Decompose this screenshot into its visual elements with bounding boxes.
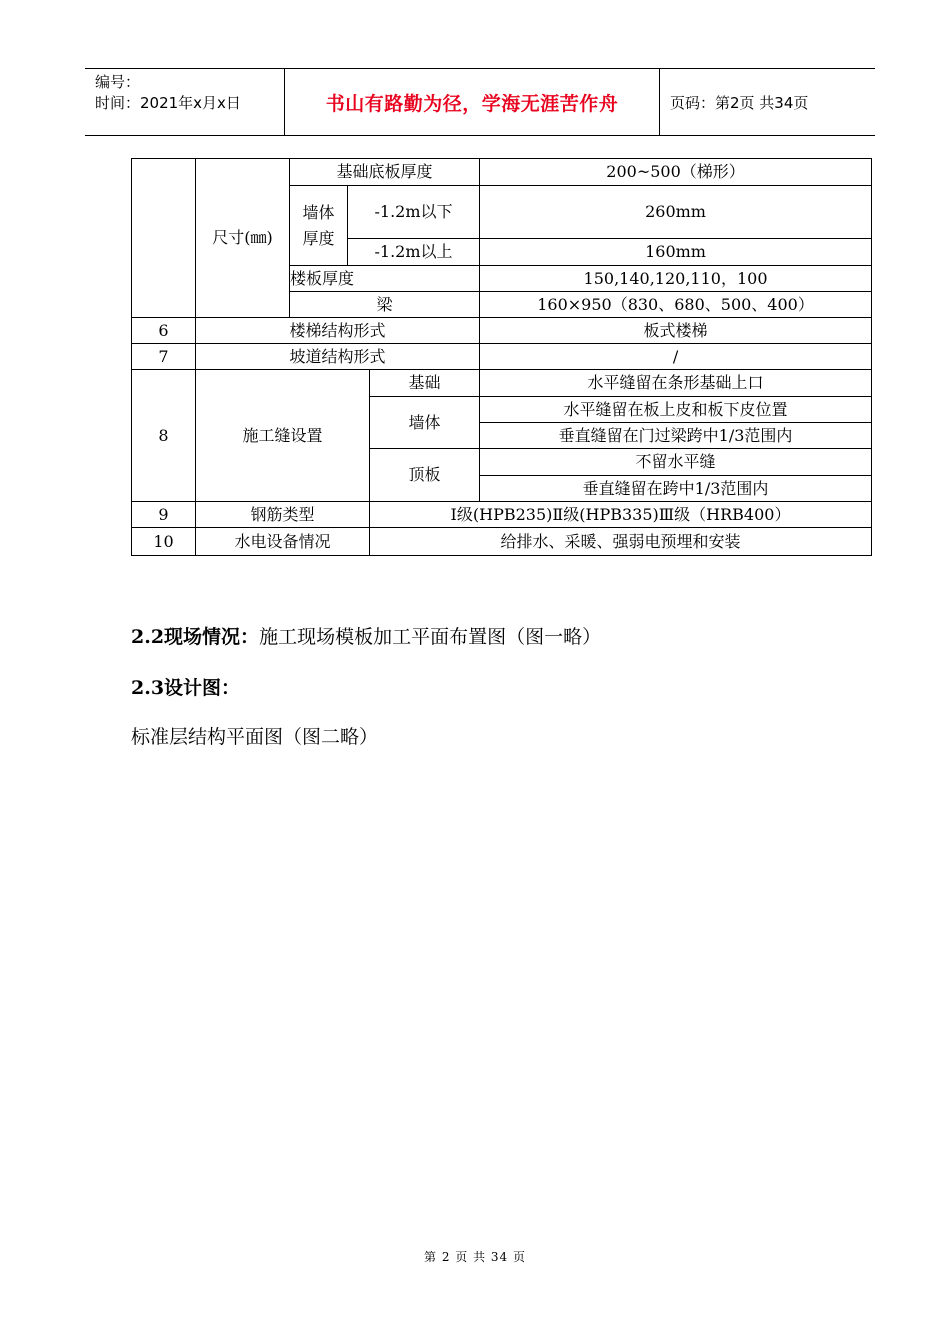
section-2-2-title: 2.2现场情况： xyxy=(131,626,260,648)
table-cell-floor-slab: 楼板厚度 xyxy=(290,266,480,292)
table-cell-item: 坡道结构形式 xyxy=(196,344,480,370)
table-cell-foundation-slab: 基础底板厚度 xyxy=(290,159,480,186)
table-cell-value: / xyxy=(480,344,872,370)
table-cell-above-value: 160mm xyxy=(480,239,872,266)
table-cell-item: 施工缝设置 xyxy=(196,370,370,502)
table-cell-above-level: -1.2m以上 xyxy=(348,239,480,266)
table-cell-roof-value-2: 垂直缝留在跨中1/3范围内 xyxy=(480,476,872,502)
table-cell-size: 尺寸(㎜) xyxy=(196,159,290,318)
table-cell-no: 10 xyxy=(132,528,196,556)
table-cell-no: 7 xyxy=(132,344,196,370)
page-footer: 第 2 页 共 34 页 xyxy=(424,1250,526,1264)
table-cell-item: 钢筋类型 xyxy=(196,502,370,528)
header-motto: 书山有路勤为径，学海无涯苦作舟 xyxy=(285,69,660,135)
table-cell-empty xyxy=(132,159,196,318)
table-cell-item: 楼梯结构形式 xyxy=(196,318,480,344)
header-page-info: 页码：第2页 共34页 xyxy=(670,93,809,112)
section-2-2 xyxy=(131,622,601,649)
section-2-2-text: 施工现场模板加工平面布置图（图一略） xyxy=(259,626,602,648)
table-cell-roof-value-1: 不留水平缝 xyxy=(480,449,872,476)
table-row xyxy=(132,528,872,556)
spec-table xyxy=(131,158,872,556)
time-label: 时间：2021年x月x日 xyxy=(95,94,241,112)
section-2-3-text: 标准层结构平面图（图二略） xyxy=(131,726,379,748)
table-row xyxy=(132,344,872,370)
table-cell-no: 8 xyxy=(132,370,196,502)
table-cell-foundation-value: 水平缝留在条形基础上口 xyxy=(480,370,872,397)
table-cell-wall: 墙体 xyxy=(370,397,480,449)
table-cell-value: 给排水、采暖、强弱电预埋和安装 xyxy=(370,528,872,556)
table-cell-foundation: 基础 xyxy=(370,370,480,397)
table-cell-wall-value-2: 垂直缝留在门过梁跨中1/3范围内 xyxy=(480,423,872,449)
table-row xyxy=(132,502,872,528)
table-cell-no: 6 xyxy=(132,318,196,344)
table-cell-below-value: 260mm xyxy=(480,186,872,239)
number-label: 编号： xyxy=(95,73,141,91)
table-cell-foundation-slab-value: 200~500（梯形） xyxy=(480,159,872,186)
table-row xyxy=(132,159,872,186)
table-cell-beam: 梁 xyxy=(290,292,480,318)
section-2-3-title: 2.3设计图： xyxy=(131,677,241,699)
page-header xyxy=(85,68,875,136)
table-cell-below-level: -1.2m以下 xyxy=(348,186,480,239)
table-cell-value: Ⅰ级(HPB235)Ⅱ级(HPB335)Ⅲ级（HRB400） xyxy=(370,502,872,528)
section-2-3 xyxy=(131,673,240,700)
table-cell-value: 板式楼梯 xyxy=(480,318,872,344)
table-row xyxy=(132,318,872,344)
table-row xyxy=(132,370,872,397)
table-cell-no: 9 xyxy=(132,502,196,528)
table-cell-roof: 顶板 xyxy=(370,449,480,502)
table-cell-beam-value: 160×950（830、680、500、400） xyxy=(480,292,872,318)
table-cell-floor-slab-value: 150,140,120,110，100 xyxy=(480,266,872,292)
table-cell-wall-thickness: 墙体厚度 xyxy=(290,186,348,266)
header-meta xyxy=(85,69,285,135)
table-cell-wall-value-1: 水平缝留在板上皮和板下皮位置 xyxy=(480,397,872,423)
table-cell-item: 水电设备情况 xyxy=(196,528,370,556)
